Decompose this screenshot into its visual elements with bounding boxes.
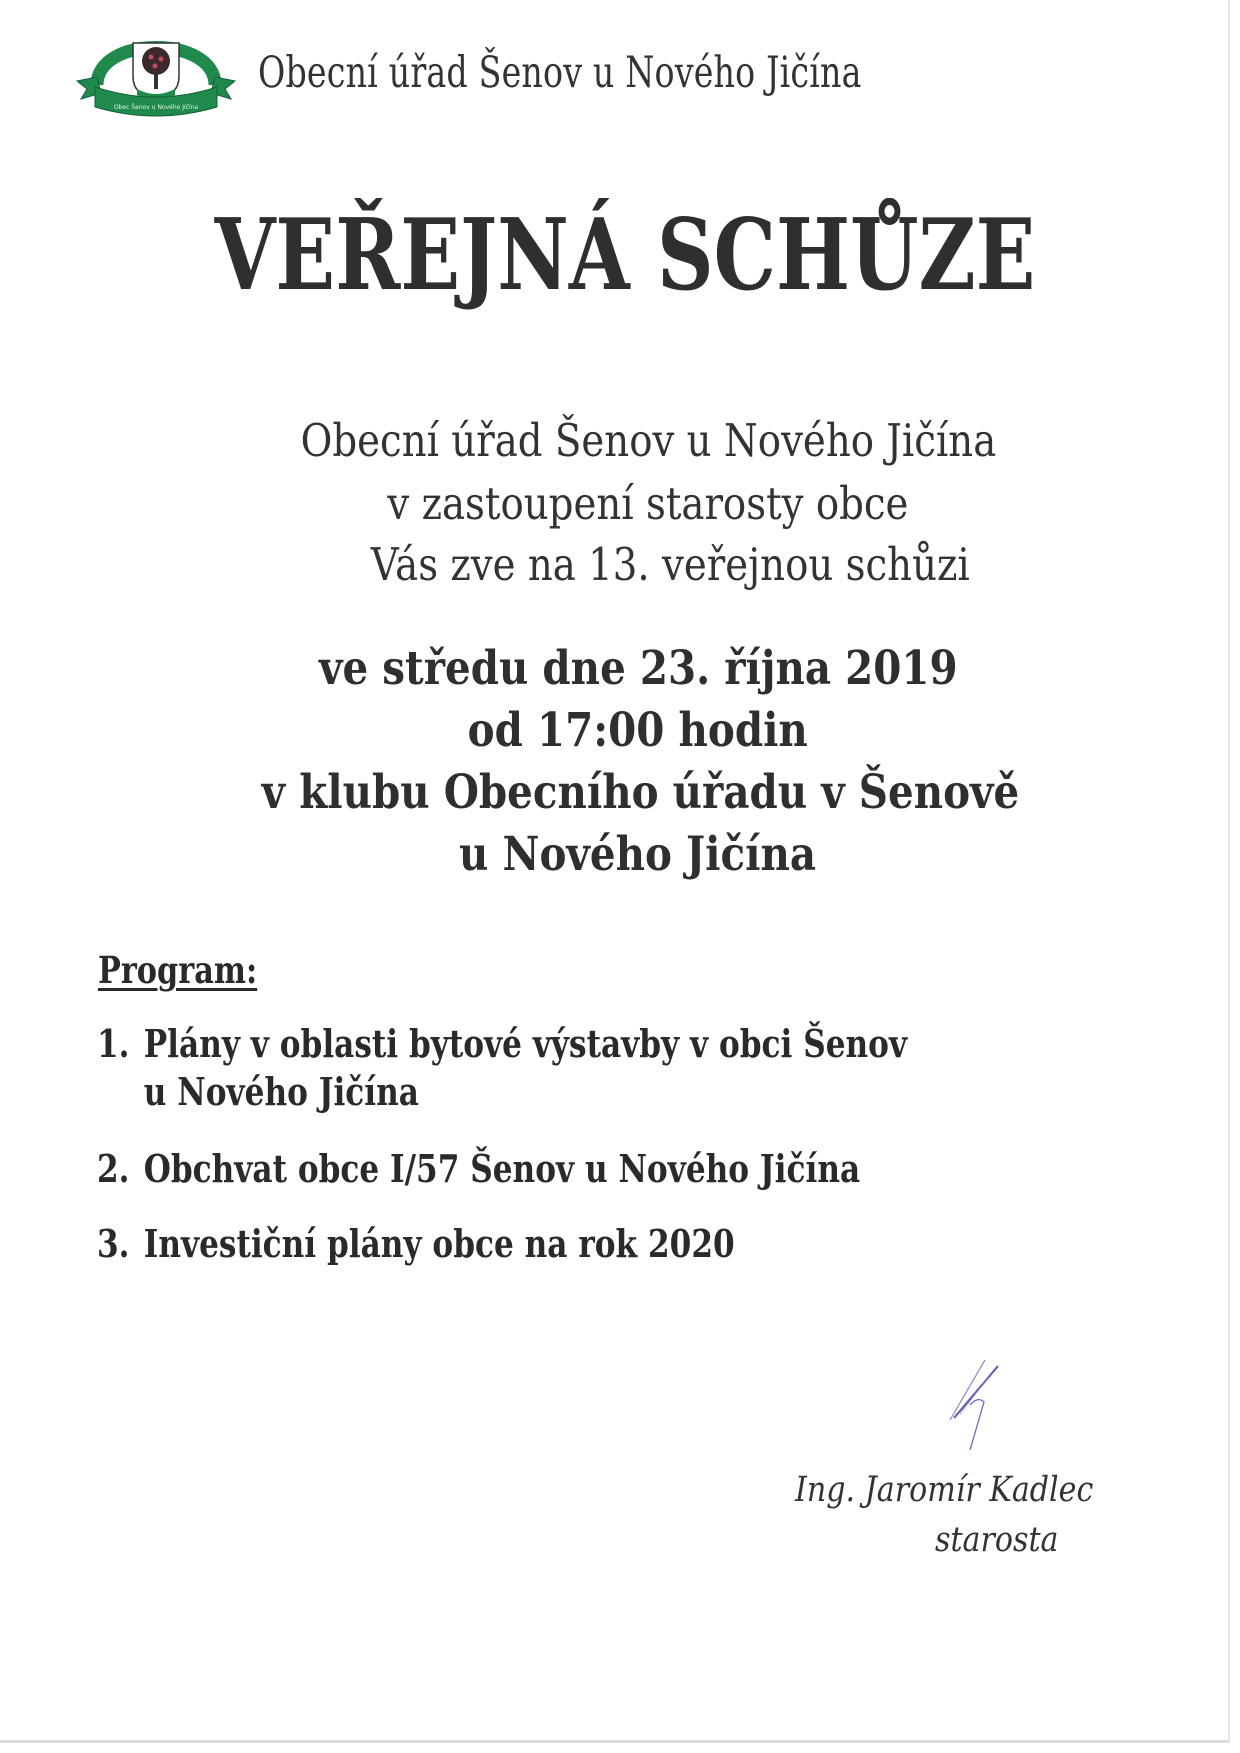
program-item-text: Plány v oblasti bytové výstavby v obci Šenov [143, 1021, 908, 1066]
municipal-coat-of-arms-icon [75, 15, 237, 123]
logo-ribbon-text: Obec Šenov u Nového Jičína [113, 104, 199, 111]
program-item [97, 1145, 860, 1193]
program-item-text: Obchvat obce I/57 Šenov u Nového Jičína [143, 1146, 861, 1191]
office-name-header: Obecní úřad Šenov u Nového Jičína [258, 48, 862, 98]
program-item [97, 1020, 917, 1116]
event-location-line-2 [0, 827, 1240, 882]
page-title [0, 198, 1240, 313]
page-title-text: VEŘEJNÁ SCHŮZE [214, 198, 1036, 313]
program-item-number: 2. [97, 1146, 130, 1191]
intro-line-text: v zastoupení starosty obce [387, 477, 909, 530]
intro-line [0, 414, 1240, 467]
program-list [97, 1020, 1097, 1266]
program-item [97, 1220, 735, 1268]
program-item-text: Investiční plány obce na rok 2020 [143, 1221, 735, 1266]
program-item-text-continued: u Nového Jičína [143, 1069, 419, 1114]
program-heading: Program: [98, 948, 258, 992]
program-item-number: 3. [97, 1221, 130, 1266]
event-date-line [0, 641, 1240, 696]
intro-line-text: Vás zve na 13. veřejnou schůzi [370, 538, 970, 591]
signatory-role: starosta [935, 1520, 1059, 1560]
event-date-text: ve středu dne 23. října 2019 [318, 641, 958, 696]
handwritten-signature-icon [940, 1350, 1030, 1460]
intro-line [0, 477, 1240, 530]
event-location-text: v klubu Obecního úřadu v Šenově [261, 765, 1019, 820]
signatory-name: Ing. Jaromír Kadlec [795, 1470, 1094, 1510]
intro-line-text: Obecní úřad Šenov u Nového Jičína [300, 414, 996, 467]
program-item-number: 1. [97, 1021, 130, 1066]
event-time-line [0, 703, 1240, 758]
intro-line [22, 538, 1240, 591]
event-location-text-2: u Nového Jičína [459, 827, 817, 882]
event-time-text: od 17:00 hodin [467, 703, 809, 758]
event-location-line [0, 765, 1240, 820]
